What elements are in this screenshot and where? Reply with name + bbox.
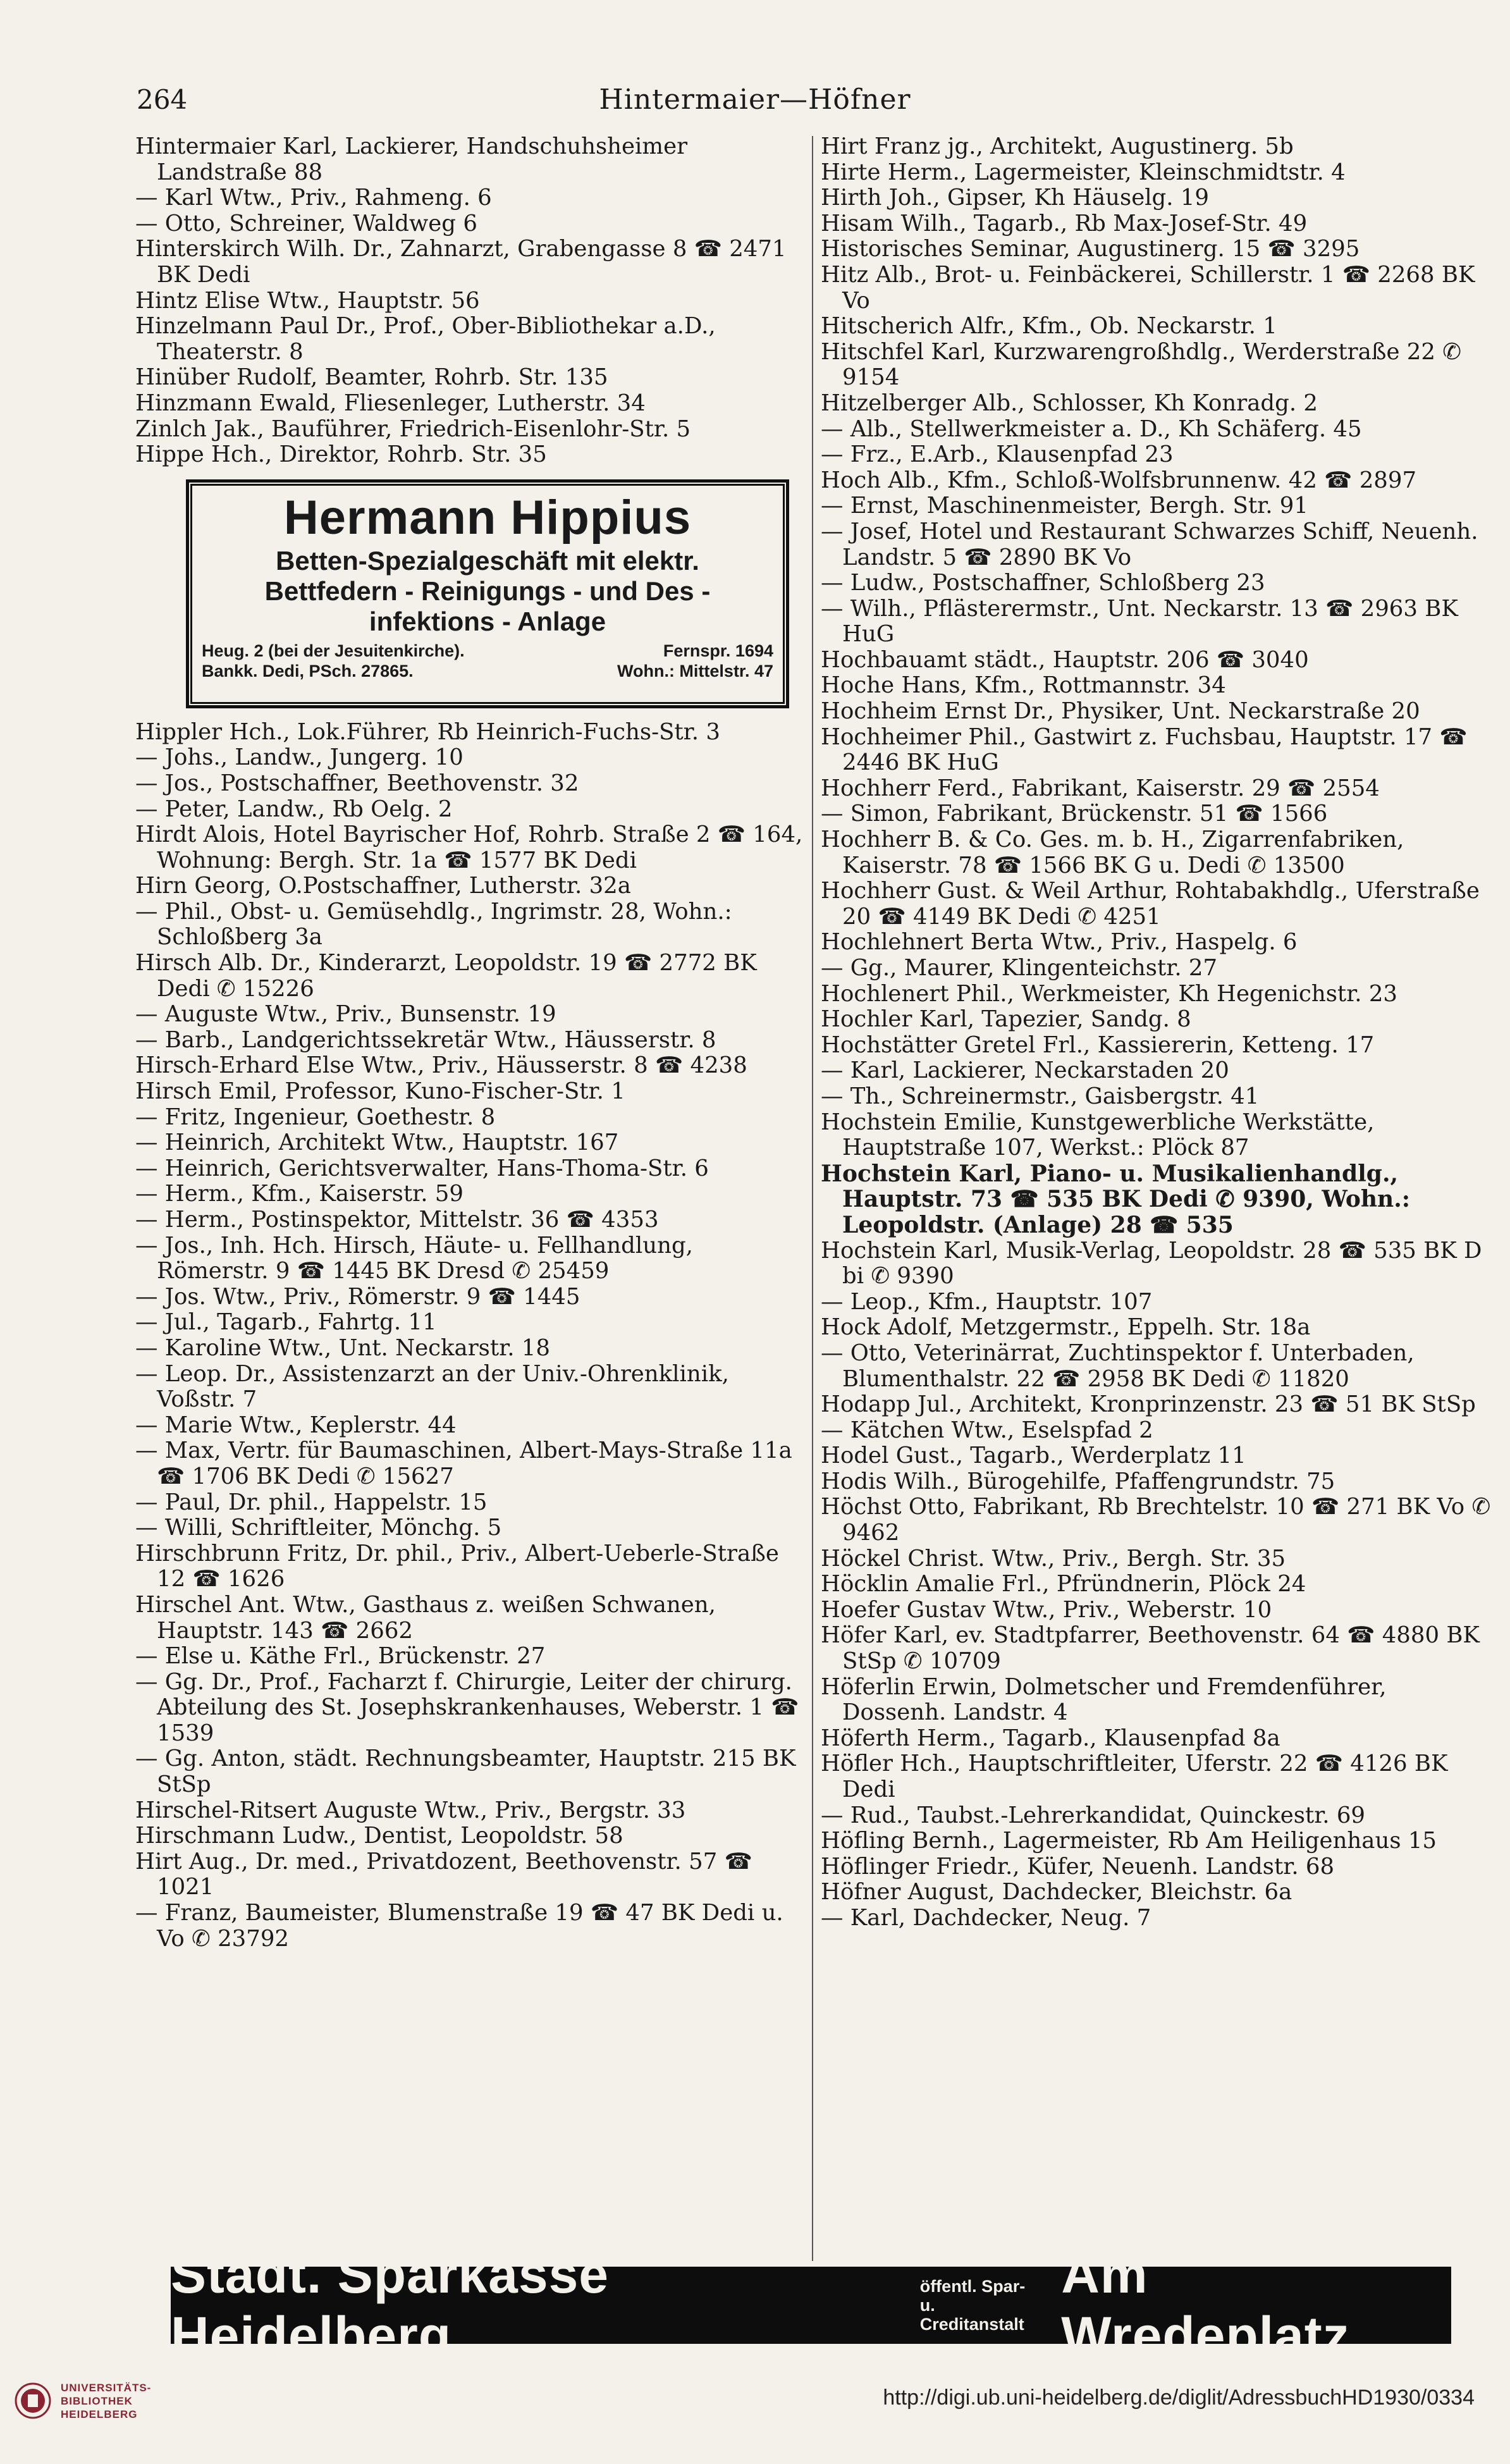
left-entries-top bbox=[135, 134, 807, 468]
directory-entry: Zinlch Jak., Bauführer, Friedrich-Eisenlohr-Str. 5 bbox=[135, 416, 691, 442]
directory-entry: Hirt Aug., Dr. med., Privatdozent, Beethovenstr. 57 ☎ 1021 bbox=[135, 1848, 752, 1900]
directory-entry: Hirte Herm., Lagermeister, Kleinschmidtstr. 4 bbox=[821, 159, 1346, 185]
directory-entry: Höfer Karl, ev. Stadtpfarrer, Beethovenstr. 64 ☎ 4880 BK StSp ✆ 10709 bbox=[821, 1622, 1480, 1675]
directory-entry: Hirn Georg, O.Postschaffner, Lutherstr. 32a bbox=[135, 873, 631, 899]
ad-line-3: infektions - Anlage bbox=[369, 606, 606, 636]
directory-entry: — Gg. Dr., Prof., Facharzt f. Chirurgie, Leiter der chirurg. Abteilung des St. Josephskrankenhauses, Weberstr. 1 ☎ 1539 bbox=[135, 1668, 799, 1746]
left-entries-bottom bbox=[135, 720, 807, 1952]
directory-entry: Hitzelberger Alb., Schlosser, Kh Konradg. 2 bbox=[821, 390, 1318, 416]
directory-entry: Hirschbrunn Fritz, Dr. phil., Priv., Albert-Ueberle-Straße 12 ☎ 1626 bbox=[135, 1540, 779, 1592]
directory-entry: — Karoline Wtw., Unt. Neckarstr. 18 bbox=[135, 1334, 550, 1361]
right-entries-bottom bbox=[821, 1238, 1492, 1931]
directory-entry: Höfner August, Dachdecker, Bleichstr. 6a bbox=[821, 1879, 1292, 1906]
right-entries-highlight bbox=[821, 1161, 1492, 1238]
directory-entry: Höcklin Amalie Frl., Pfründnerin, Plöck 24 bbox=[821, 1571, 1306, 1598]
ad-footer-row-1 bbox=[202, 641, 773, 661]
directory-entry: — Franz, Baumeister, Blumenstraße 19 ☎ 47 BK Dedi u. Vo ✆ 23792 bbox=[135, 1900, 783, 1952]
directory-entry: Hochbauamt städt., Hauptstr. 206 ☎ 3040 bbox=[821, 646, 1309, 673]
directory-entry: Hippler Hch., Lok.Führer, Rb Heinrich-Fuchs-Str. 3 bbox=[135, 718, 720, 745]
directory-entry: — Gg., Maurer, Klingenteichstr. 27 bbox=[821, 955, 1218, 981]
directory-entry: — Jos., Postschaffner, Beethovenstr. 32 bbox=[135, 770, 579, 796]
directory-entry: — Wilh., Pflästerermstr., Unt. Neckarstr. 13 ☎ 2963 BK HuG bbox=[821, 595, 1458, 648]
directory-entry: Hochlehnert Berta Wtw., Priv., Haspelg. 6 bbox=[821, 929, 1298, 956]
directory-entry: Hochstein Karl, Piano- u. Musikalienhandlg., Hauptstr. 73 ☎ 535 BK Dedi ✆ 9390, Wohn.: Leopoldstr. (Anlage) 28 ☎ 535 bbox=[821, 1160, 1411, 1238]
directory-entry: Hochlenert Phil., Werkmeister, Kh Hegenichstr. 23 bbox=[821, 980, 1398, 1007]
directory-entry: Historisches Seminar, Augustinerg. 15 ☎ 3295 bbox=[821, 236, 1360, 262]
directory-entry: Hochherr Ferd., Fabrikant, Kaiserstr. 29 ☎ 2554 bbox=[821, 775, 1380, 801]
directory-entry: — Alb., Stellwerkmeister a. D., Kh Schäferg. 45 bbox=[821, 416, 1362, 442]
running-title: Hintermaier—Höfner bbox=[599, 83, 911, 116]
directory-entry: Hitscherich Alfr., Kfm., Ob. Neckarstr. 1 bbox=[821, 313, 1277, 340]
directory-entry: Hisam Wilh., Tagarb., Rb Max-Josef-Str. 49 bbox=[821, 210, 1308, 237]
hippius-advertisement bbox=[186, 479, 789, 708]
directory-entry: Höfler Hch., Hauptschriftleiter, Uferstr. 22 ☎ 4126 BK Dedi bbox=[821, 1751, 1448, 1802]
directory-entry: Hinterskirch Wilh. Dr., Zahnarzt, Grabengasse 8 ☎ 2471 BK Dedi bbox=[135, 236, 787, 288]
directory-entry: Hinüber Rudolf, Beamter, Rohrb. Str. 135 bbox=[135, 364, 608, 391]
sparkasse-banner bbox=[171, 2245, 1451, 2365]
directory-entry: — Karl, Lackierer, Neckarstaden 20 bbox=[821, 1057, 1229, 1084]
banner-location: Am Wredeplatz bbox=[1061, 2245, 1350, 2365]
directory-entry: — Herm., Postinspektor, Mittelstr. 36 ☎ 4353 bbox=[135, 1207, 659, 1233]
directory-entry: Hirsch Emil, Professor, Kuno-Fischer-Str. 1 bbox=[135, 1078, 625, 1105]
directory-entry: — Otto, Veterinärrat, Zuchtinspektor f. Unterbaden, Blumenthalstr. 22 ☎ 2958 BK Dedi ✆ 11820 bbox=[821, 1340, 1415, 1392]
library-name: UNIVERSITÄTS- BIBLIOTHEK HEIDELBERG bbox=[61, 2381, 152, 2420]
directory-entry: — Marie Wtw., Keplerstr. 44 bbox=[135, 1412, 457, 1438]
directory-entry: — Rud., Taubst.-Lehrerkandidat, Quinckestr. 69 bbox=[821, 1802, 1366, 1828]
directory-entry: — Jos. Wtw., Priv., Römerstr. 9 ☎ 1445 bbox=[135, 1283, 580, 1310]
directory-entry: Hochstein Karl, Musik-Verlag, Leopoldstr. 28 ☎ 535 BK D bi ✆ 9390 bbox=[821, 1237, 1482, 1290]
directory-entry: Hirsch Alb. Dr., Kinderarzt, Leopoldstr. 19 ☎ 2772 BK Dedi ✆ 15226 bbox=[135, 950, 757, 1002]
directory-entry: Hirt Franz jg., Architekt, Augustinerg. 5b bbox=[821, 133, 1294, 159]
directory-entry: — Leop., Kfm., Hauptstr. 107 bbox=[821, 1288, 1153, 1315]
directory-entry: Hochler Karl, Tapezier, Sandg. 8 bbox=[821, 1006, 1191, 1033]
directory-entry: — Peter, Landw., Rb Oelg. 2 bbox=[135, 796, 453, 822]
directory-entry: Hirschel-Ritsert Auguste Wtw., Priv., Bergstr. 33 bbox=[135, 1797, 686, 1823]
directory-entry: — Leop. Dr., Assistenzarzt an der Univ.-Ohrenklinik, Voßstr. 7 bbox=[135, 1360, 729, 1413]
directory-entry: Hintermaier Karl, Lackierer, Handschuhsheimer Landstraße 88 bbox=[135, 133, 688, 185]
directory-entry: Hirschel Ant. Wtw., Gasthaus z. weißen Schwanen, Hauptstr. 143 ☎ 2662 bbox=[135, 1591, 716, 1644]
directory-entry: Hoch Alb., Kfm., Schloß-Wolfsbrunnenw. 42 ☎ 2897 bbox=[821, 467, 1417, 493]
directory-entry: Hinzmann Ewald, Fliesenleger, Lutherstr. 34 bbox=[135, 390, 646, 416]
directory-entry: Hirschmann Ludw., Dentist, Leopoldstr. 58 bbox=[135, 1823, 623, 1849]
column-divider bbox=[812, 136, 813, 2261]
directory-entry: Hochheim Ernst Dr., Physiker, Unt. Neckarstraße 20 bbox=[821, 698, 1420, 725]
directory-entry: — Fritz, Ingenieur, Goethestr. 8 bbox=[135, 1104, 496, 1130]
directory-entry: — Th., Schreinermstr., Gaisbergstr. 41 bbox=[821, 1083, 1260, 1109]
directory-entry: — Auguste Wtw., Priv., Bunsenstr. 19 bbox=[135, 1001, 556, 1028]
right-column bbox=[821, 134, 1492, 1931]
directory-entry: Hochstein Emilie, Kunstgewerbliche Werkstätte, Hauptstraße 107, Werkst.: Plöck 87 bbox=[821, 1109, 1375, 1161]
ad-residence: Wohn.: Mittelstr. 47 bbox=[617, 661, 773, 681]
directory-entry: — Karl Wtw., Priv., Rahmeng. 6 bbox=[135, 185, 492, 211]
directory-entry: Hoche Hans, Kfm., Rottmannstr. 34 bbox=[821, 672, 1226, 699]
directory-entry: Hodel Gust., Tagarb., Werderplatz 11 bbox=[821, 1443, 1246, 1469]
directory-entry: — Else u. Käthe Frl., Brückenstr. 27 bbox=[135, 1643, 546, 1670]
directory-entry: — Phil., Obst- u. Gemüsehdlg., Ingrimstr. 28, Wohn.: Schloßberg 3a bbox=[135, 898, 732, 951]
directory-entry: — Barb., Landgerichtssekretär Wtw., Häusserstr. 8 bbox=[135, 1026, 716, 1053]
banner-bank-name: Städt. Sparkasse Heidelberg bbox=[171, 2245, 610, 2365]
directory-entry: Hochherr Gust. & Weil Arthur, Rohtabakhdlg., Uferstraße 20 ☎ 4149 BK Dedi ✆ 4251 bbox=[821, 878, 1480, 930]
directory-entry: Hock Adolf, Metzgermstr., Eppelh. Str. 18a bbox=[821, 1314, 1311, 1341]
directory-entry: — Willi, Schriftleiter, Mönchg. 5 bbox=[135, 1515, 502, 1541]
page-number: 264 bbox=[137, 84, 188, 115]
ad-address: Heug. 2 (bei der Jesuitenkirche). bbox=[202, 641, 465, 660]
directory-entry: Höchst Otto, Fabrikant, Rb Brechtelstr. 10 ☎ 271 BK Vo ✆ 9462 bbox=[821, 1494, 1491, 1546]
directory-entry: — Heinrich, Architekt Wtw., Hauptstr. 167 bbox=[135, 1130, 619, 1156]
left-column bbox=[135, 134, 807, 1952]
ad-bank: Bankk. Dedi, PSch. 27865. bbox=[202, 661, 414, 681]
directory-entry: Höferth Herm., Tagarb., Klausenpfad 8a bbox=[821, 1725, 1280, 1751]
right-entries-top bbox=[821, 134, 1492, 1161]
page-header bbox=[0, 81, 1510, 119]
directory-entry: — Frz., E.Arb., Klausenpfad 23 bbox=[821, 441, 1174, 468]
ad-business-name: Hermann Hippius bbox=[283, 490, 692, 545]
directory-entry: Hirdt Alois, Hotel Bayrischer Hof, Rohrb. Straße 2 ☎ 164, Wohnung: Bergh. Str. 1a ☎ 1577 BK Dedi bbox=[135, 822, 803, 873]
directory-entry: Hochheimer Phil., Gastwirt z. Fuchsbau, Hauptstr. 17 ☎ 2446 BK HuG bbox=[821, 724, 1468, 776]
directory-entry: Höckel Christ. Wtw., Priv., Bergh. Str. 35 bbox=[821, 1545, 1286, 1572]
directory-entry: — Otto, Schreiner, Waldweg 6 bbox=[135, 210, 477, 237]
directory-entry: — Gg. Anton, städt. Rechnungsbeamter, Hauptstr. 215 BK StSp bbox=[135, 1746, 796, 1798]
ad-footer-row-2 bbox=[202, 661, 773, 681]
directory-entry: Hinzelmann Paul Dr., Prof., Ober-Bibliothekar a.D., Theaterstr. 8 bbox=[135, 313, 716, 365]
source-url-link[interactable]: http://digi.ub.uni-heidelberg.de/diglit/AdressbuchHD1930/0334 bbox=[883, 2386, 1475, 2410]
directory-entry: — Herm., Kfm., Kaiserstr. 59 bbox=[135, 1181, 463, 1207]
directory-entry: Hitschfel Karl, Kurzwarengroßhdlg., Werderstraße 22 ✆ 9154 bbox=[821, 338, 1461, 391]
directory-entry: — Kätchen Wtw., Eselspfad 2 bbox=[821, 1417, 1153, 1443]
directory-entry: Hochstätter Gretel Frl., Kassiererin, Ketteng. 17 bbox=[821, 1032, 1375, 1058]
directory-entry: Hitz Alb., Brot- u. Feinbäckerei, Schillerstr. 1 ☎ 2268 BK Vo bbox=[821, 261, 1475, 314]
directory-entry: Hirth Joh., Gipser, Kh Häuselg. 19 bbox=[821, 185, 1210, 211]
library-seal-icon bbox=[14, 2382, 52, 2420]
directory-entry: — Johs., Landw., Jungerg. 10 bbox=[135, 744, 463, 771]
library-logo[interactable] bbox=[14, 2373, 216, 2429]
directory-entry: Höfling Bernh., Lagermeister, Rb Am Heiligenhaus 15 bbox=[821, 1828, 1437, 1854]
directory-entry: Höferlin Erwin, Dolmetscher und Fremdenführer, Dossenh. Landstr. 4 bbox=[821, 1673, 1387, 1726]
ad-line-1: Betten-Spezialgeschäft mit elektr. bbox=[276, 545, 699, 576]
directory-entry: — Paul, Dr. phil., Happelstr. 15 bbox=[135, 1489, 488, 1515]
banner-descriptor bbox=[920, 2277, 1045, 2334]
directory-entry: — Simon, Fabrikant, Brückenstr. 51 ☎ 1566 bbox=[821, 801, 1328, 827]
directory-entry: — Jul., Tagarb., Fahrtg. 11 bbox=[135, 1309, 437, 1336]
directory-entry: Hirsch-Erhard Else Wtw., Priv., Häusserstr. 8 ☎ 4238 bbox=[135, 1052, 747, 1079]
directory-entry: — Heinrich, Gerichtsverwalter, Hans-Thoma-Str. 6 bbox=[135, 1155, 709, 1181]
directory-entry: Hoefer Gustav Wtw., Priv., Weberstr. 10 bbox=[821, 1596, 1272, 1623]
banner-descriptor-line-1: öffentl. Spar- u. bbox=[919, 2277, 1026, 2315]
directory-entry: — Karl, Dachdecker, Neug. 7 bbox=[821, 1904, 1151, 1931]
directory-entry: Hochherr B. & Co. Ges. m. b. H., Zigarrenfabriken, Kaiserstr. 78 ☎ 1566 BK G u. Dedi ✆ 13500 bbox=[821, 827, 1404, 878]
ad-phone: Fernspr. 1694 bbox=[663, 641, 773, 660]
directory-entry: Hintz Elise Wtw., Hauptstr. 56 bbox=[135, 287, 480, 314]
directory-entry: — Josef, Hotel und Restaurant Schwarzes Schiff, Neuenh. Landstr. 5 ☎ 2890 BK Vo bbox=[821, 518, 1478, 570]
directory-entry: — Jos., Inh. Hch. Hirsch, Häute- u. Fellhandlung, Römerstr. 9 ☎ 1445 BK Dresd ✆ 25459 bbox=[135, 1232, 693, 1284]
directory-entry: — Ernst, Maschinenmeister, Bergh. Str. 91 bbox=[821, 493, 1308, 519]
directory-entry: Hodapp Jul., Architekt, Kronprinzenstr. 23 ☎ 51 BK StSp bbox=[821, 1391, 1476, 1418]
ad-line-2: Bettfedern - Reinigungs - und Des - bbox=[264, 576, 711, 606]
directory-entry: Hippe Hch., Direktor, Rohrb. Str. 35 bbox=[135, 441, 547, 468]
directory-entry: — Max, Vertr. für Baumaschinen, Albert-Mays-Straße 11a ☎ 1706 BK Dedi ✆ 15627 bbox=[135, 1438, 792, 1489]
directory-entry: — Ludw., Postschaffner, Schloßberg 23 bbox=[821, 570, 1265, 596]
banner-descriptor-line-2: Creditanstalt bbox=[919, 2315, 1024, 2334]
directory-entry: Höflinger Friedr., Küfer, Neuenh. Landstr. 68 bbox=[821, 1853, 1335, 1880]
directory-entry: Hodis Wilh., Bürogehilfe, Pfaffengrundstr. 75 bbox=[821, 1468, 1335, 1494]
